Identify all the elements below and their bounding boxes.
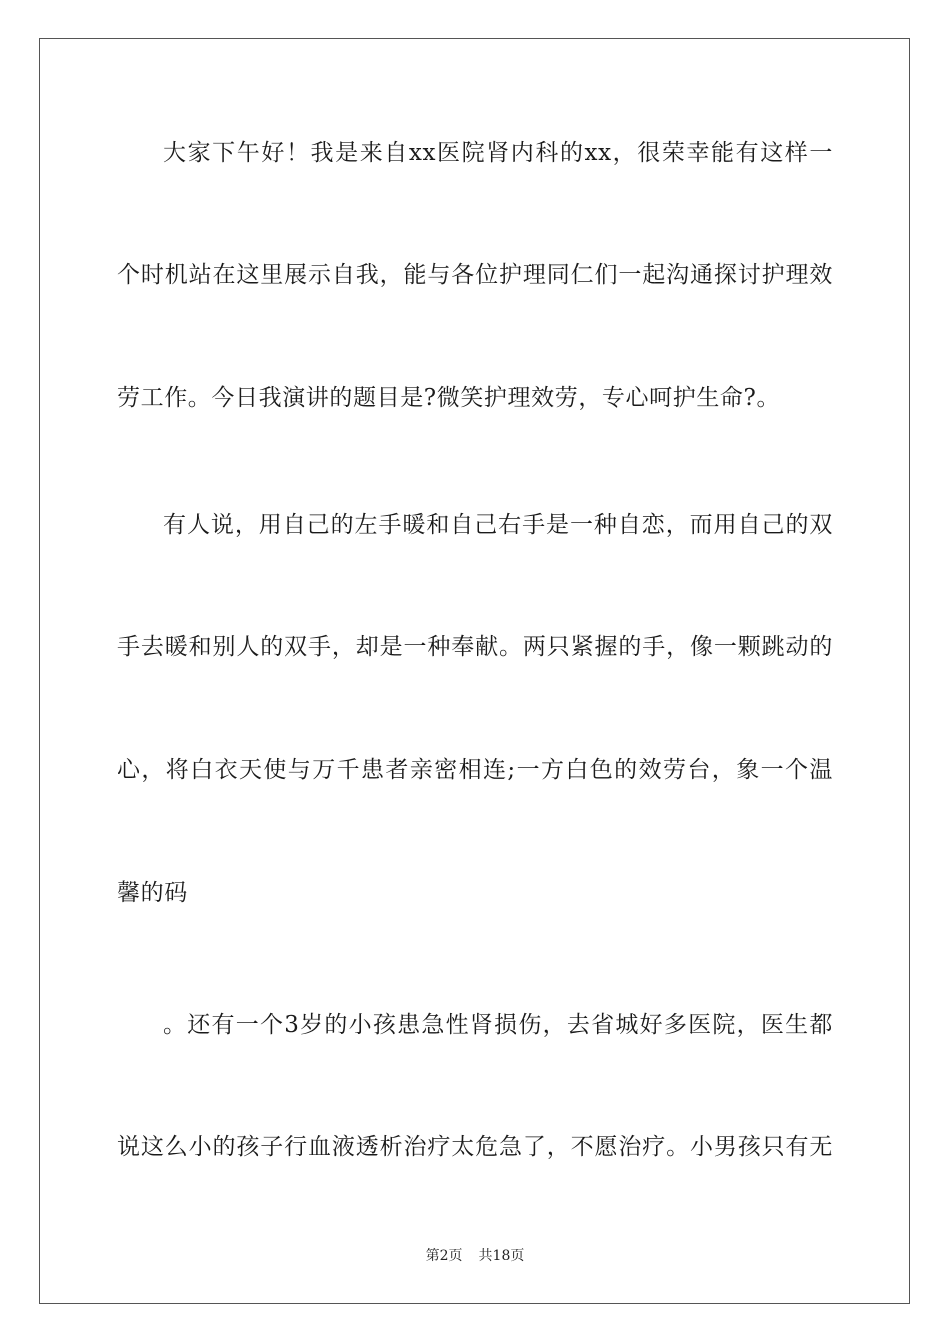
paragraph-line: 馨的码 bbox=[117, 880, 188, 906]
page-number: 第2页 bbox=[425, 1248, 463, 1264]
page-frame bbox=[39, 38, 910, 1304]
paragraph-line: 说这么小的孩子行血液透析治疗太危急了，不愿治疗。小男孩只有无 bbox=[117, 1134, 833, 1160]
page-footer bbox=[0, 1247, 950, 1265]
paragraph-line: 有人说，用自己的左手暖和自己右手是一种自恋，而用自己的双 bbox=[163, 512, 833, 538]
paragraph-line: 个时机站在这里展示自我，能与各位护理同仁们一起沟通探讨护理效 bbox=[117, 262, 833, 288]
paragraph-line: 心，将白衣天使与万千患者亲密相连;一方白色的效劳台，象一个温 bbox=[117, 757, 833, 783]
paragraph-line: 手去暖和别人的双手，却是一种奉献。两只紧握的手，像一颗跳动的 bbox=[117, 634, 833, 660]
total-pages: 共18页 bbox=[478, 1248, 525, 1264]
paragraph-line: 。还有一个3岁的小孩患急性肾损伤，去省城好多医院，医生都 bbox=[163, 1012, 833, 1038]
paragraph-line: 劳工作。今日我演讲的题目是?微笑护理效劳，专心呵护生命?。 bbox=[117, 385, 781, 411]
paragraph-line: 大家下午好！我是来自xx医院肾内科的xx，很荣幸能有这样一 bbox=[163, 140, 833, 166]
